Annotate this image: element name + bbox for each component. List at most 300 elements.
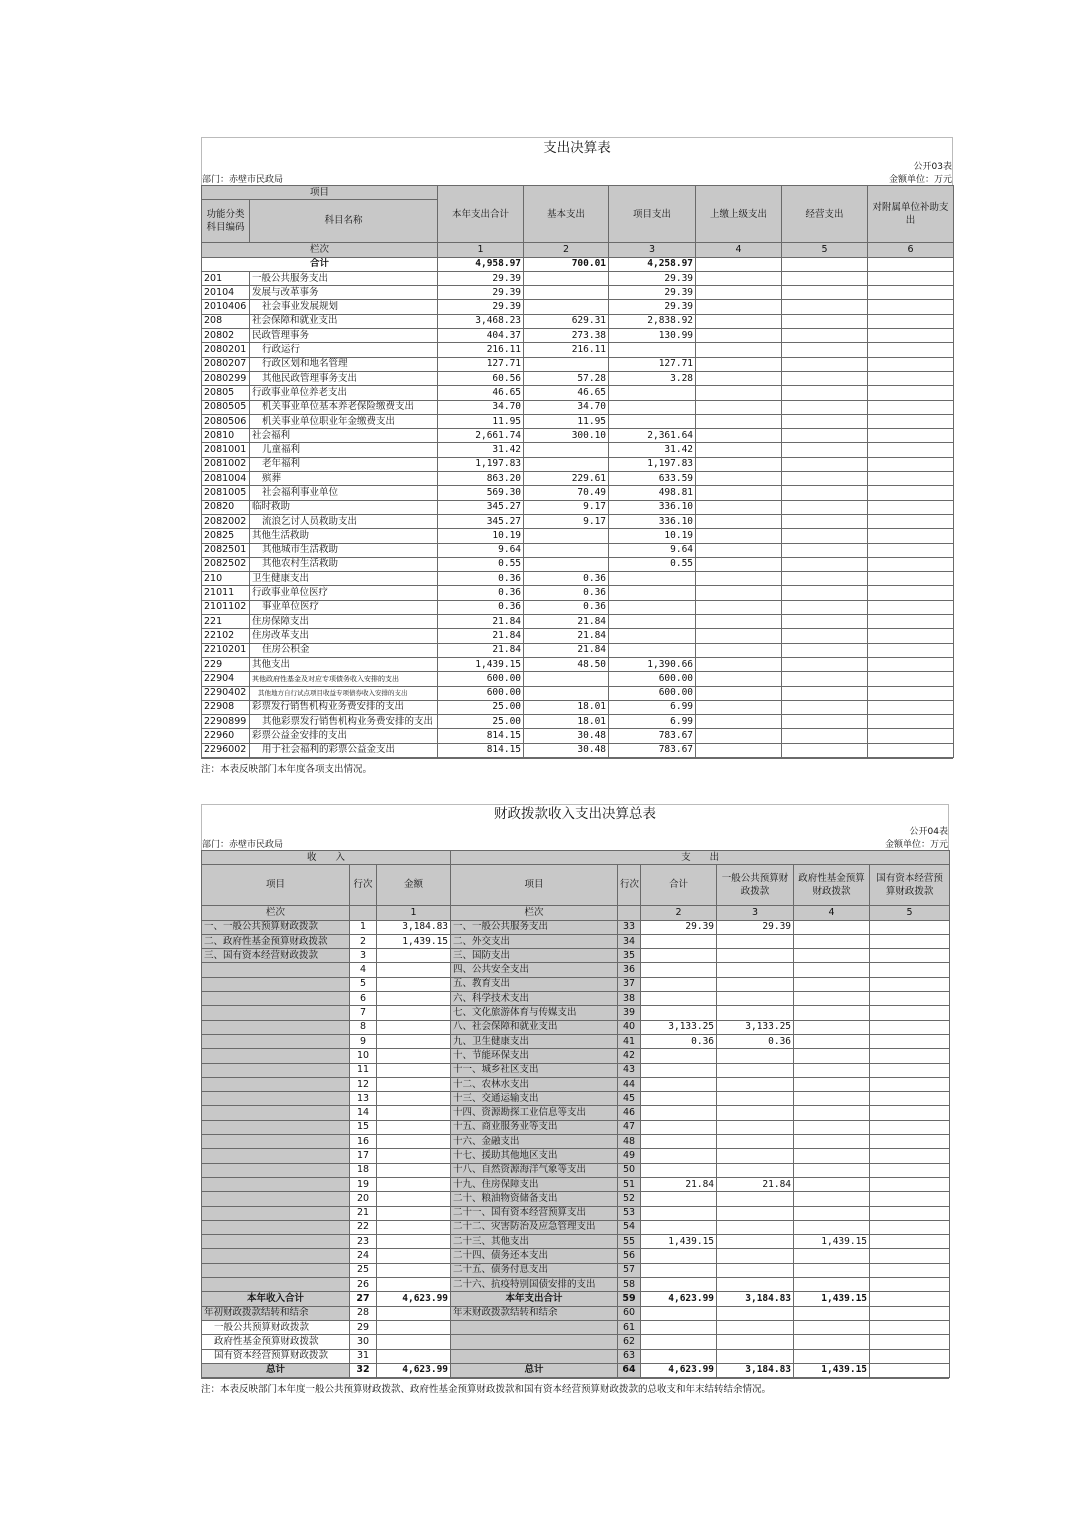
t3-v3: 10.19 <box>609 529 696 543</box>
t4-out-gen <box>717 1063 794 1077</box>
t3-code: 2210201 <box>202 643 250 657</box>
t4-in-item: 政府性基金预算财政拨款 <box>202 1335 350 1349</box>
t3-v5 <box>782 586 868 600</box>
t3-v1: 0.55 <box>438 557 524 571</box>
t4-out-gen <box>717 1135 794 1149</box>
t4-out-item: 五、教育支出 <box>451 977 618 991</box>
t4-in-line: 15 <box>350 1120 377 1134</box>
t4-out-gov <box>794 1349 870 1363</box>
t4-in-item <box>202 1135 350 1149</box>
t4-row <box>202 1063 950 1077</box>
t3-v3 <box>609 400 696 414</box>
t3-v3: 1,390.66 <box>609 657 696 671</box>
t3-row <box>202 615 954 629</box>
t4-out-line: 62 <box>618 1335 641 1349</box>
t4-in-line: 1 <box>350 920 377 934</box>
t4-out-line: 51 <box>618 1177 641 1191</box>
t3-name: 机关事业单位职业年金缴费支出 <box>250 414 438 428</box>
t4-row <box>202 949 950 963</box>
t4-in-item: 三、国有资本经营财政拨款 <box>202 949 350 963</box>
t3-code: 2010406 <box>202 300 250 314</box>
t3-v1: 0.36 <box>438 586 524 600</box>
t3-code: 2082502 <box>202 557 250 571</box>
t4-out-item: 年末财政拨款结转和结余 <box>451 1306 618 1320</box>
t3-total-v1: 4,958.97 <box>438 257 524 271</box>
t3-v4 <box>696 500 782 514</box>
t3-v6 <box>868 572 954 586</box>
t4-form-no: 公开04表 <box>909 827 948 837</box>
t4-out-gov <box>794 977 870 991</box>
t3-v4 <box>696 457 782 471</box>
t3-v6 <box>868 615 954 629</box>
t3-col-4: 上缴上级支出 <box>696 186 782 243</box>
t4-out-total <box>641 1192 717 1206</box>
t4-h-lanci: 栏次 <box>202 906 350 920</box>
t3-row <box>202 514 954 528</box>
t4-in-amount <box>377 1149 451 1163</box>
t4-out-state <box>870 1149 950 1163</box>
t3-v6 <box>868 472 954 486</box>
t4-out-gen <box>717 1092 794 1106</box>
t4-in-amount <box>377 977 451 991</box>
t3-name: 彩票发行销售机构业务费安排的支出 <box>250 700 438 714</box>
t3-col-2: 基本支出 <box>524 186 609 243</box>
fiscal-appropriation-summary <box>201 804 949 1395</box>
t3-v3: 2,361.64 <box>609 429 696 443</box>
t3-v1: 2,661.74 <box>438 429 524 443</box>
t4-out-gen <box>717 1235 794 1249</box>
t3-row <box>202 557 954 571</box>
t3-v2 <box>524 557 609 571</box>
t3-col-3: 项目支出 <box>609 186 696 243</box>
t4-out-gov <box>794 1306 870 1320</box>
t3-code: 2080506 <box>202 414 250 428</box>
t4-in-line: 25 <box>350 1263 377 1277</box>
t4-out-gen <box>717 1149 794 1163</box>
t4-in-line: 31 <box>350 1349 377 1363</box>
t4-out-line: 56 <box>618 1249 641 1263</box>
t3-v1: 46.65 <box>438 386 524 400</box>
t4-out-item: 十三、交通运输支出 <box>451 1092 618 1106</box>
t4-out-item: 九、卫生健康支出 <box>451 1034 618 1048</box>
t3-v1: 1,439.15 <box>438 657 524 671</box>
t3-v1: 34.70 <box>438 400 524 414</box>
t4-out-gen <box>717 1220 794 1234</box>
t3-v6 <box>868 729 954 743</box>
t4-in-item <box>202 963 350 977</box>
t4-out-item: 二十、粮油物资储备支出 <box>451 1192 618 1206</box>
t3-name: 其他城市生活救助 <box>250 543 438 557</box>
t3-code: 20805 <box>202 386 250 400</box>
t3-v6 <box>868 314 954 328</box>
t3-v4 <box>696 529 782 543</box>
t3-v6 <box>868 514 954 528</box>
t4-in-line: 16 <box>350 1135 377 1149</box>
t4-out-item: 十一、城乡社区支出 <box>451 1063 618 1077</box>
t3-v4 <box>696 271 782 285</box>
t3-v1: 29.39 <box>438 286 524 300</box>
t3-v1: 569.30 <box>438 486 524 500</box>
t4-out-gen <box>717 1306 794 1320</box>
t3-code: 20820 <box>202 500 250 514</box>
t4-out-state <box>870 934 950 948</box>
t4-in-line: 11 <box>350 1063 377 1077</box>
t3-v5 <box>782 672 868 686</box>
t4-out-item <box>451 1320 618 1334</box>
t3-v6 <box>868 657 954 671</box>
t3-h-item: 项目 <box>202 186 438 200</box>
t4-colnum: 2 <box>641 906 717 920</box>
t3-row <box>202 600 954 614</box>
t4-out-state <box>870 1335 950 1349</box>
t3-v4 <box>696 686 782 700</box>
t4-out-gov <box>794 992 870 1006</box>
t4-h-item-in: 项目 <box>202 865 350 906</box>
t3-v5 <box>782 486 868 500</box>
t3-v6 <box>868 443 954 457</box>
t3-name: 殡葬 <box>250 472 438 486</box>
t4-in-item <box>202 1092 350 1106</box>
t3-name: 机关事业单位基本养老保险缴费支出 <box>250 400 438 414</box>
t4-out-total <box>641 1163 717 1177</box>
t3-v5 <box>782 443 868 457</box>
t4-in-line: 3 <box>350 949 377 963</box>
t3-row <box>202 500 954 514</box>
t3-v5 <box>782 743 868 757</box>
t3-v1: 127.71 <box>438 357 524 371</box>
t4-out-state <box>870 1220 950 1234</box>
t4-out-gen: 3,133.25 <box>717 1020 794 1034</box>
t3-code: 2080299 <box>202 371 250 385</box>
t3-v3: 336.10 <box>609 514 696 528</box>
t4-out-state <box>870 1263 950 1277</box>
t4-in-amount <box>377 1120 451 1134</box>
t4-out-item: 二、外交支出 <box>451 934 618 948</box>
t3-v2: 70.49 <box>524 486 609 500</box>
t3-v6 <box>868 414 954 428</box>
t3-v2: 46.65 <box>524 386 609 400</box>
t4-h-line-in: 行次 <box>350 865 377 906</box>
t4-in-amount <box>377 1135 451 1149</box>
t3-code: 20825 <box>202 529 250 543</box>
t4-out-item: 二十五、债务付息支出 <box>451 1263 618 1277</box>
t3-col-6: 对附属单位补助支出 <box>868 186 954 243</box>
t3-name: 老年福利 <box>250 457 438 471</box>
t3-row <box>202 329 954 343</box>
t3-v4 <box>696 300 782 314</box>
t4-out-item: 总计 <box>451 1363 618 1377</box>
t3-name: 民政管理事务 <box>250 329 438 343</box>
t4-out-gov <box>794 1006 870 1020</box>
t3-col-1: 本年支出合计 <box>438 186 524 243</box>
t3-colnum: 4 <box>696 243 782 257</box>
t3-v2 <box>524 672 609 686</box>
t4-in-item <box>202 1220 350 1234</box>
t4-row <box>202 920 950 934</box>
t3-code: 22908 <box>202 700 250 714</box>
t3-v6 <box>868 586 954 600</box>
t3-v4 <box>696 600 782 614</box>
t4-row <box>202 1092 950 1106</box>
t3-v5 <box>782 529 868 543</box>
t3-code: 229 <box>202 657 250 671</box>
t3-code: 20810 <box>202 429 250 443</box>
t4-year-total-row <box>202 1292 950 1306</box>
t4-in-amount <box>377 1192 451 1206</box>
t3-name: 彩票公益金安排的支出 <box>250 729 438 743</box>
t4-h-lanci: 栏次 <box>451 906 618 920</box>
t3-code: 2081004 <box>202 472 250 486</box>
t3-v1: 10.19 <box>438 529 524 543</box>
t3-v2: 18.01 <box>524 715 609 729</box>
t3-v2 <box>524 357 609 371</box>
t4-out-line: 53 <box>618 1206 641 1220</box>
t4-out-item: 本年支出合计 <box>451 1292 618 1306</box>
t4-in-line: 19 <box>350 1177 377 1191</box>
t4-out-gov <box>794 920 870 934</box>
t4-out-total <box>641 1006 717 1020</box>
t4-in-amount <box>377 1320 451 1334</box>
t3-row <box>202 672 954 686</box>
t3-v3 <box>609 600 696 614</box>
t4-row <box>202 1135 950 1149</box>
t3-colnum: 6 <box>868 243 954 257</box>
t4-out-state <box>870 1163 950 1177</box>
t3-v6 <box>868 429 954 443</box>
t4-out-total <box>641 992 717 1006</box>
t4-out-item: 十七、援助其他地区支出 <box>451 1149 618 1163</box>
t3-colnum: 3 <box>609 243 696 257</box>
t3-code: 2081001 <box>202 443 250 457</box>
t3-code: 2296002 <box>202 743 250 757</box>
t3-v4 <box>696 715 782 729</box>
t4-out-gov <box>794 1278 870 1292</box>
t3-name: 一般公共服务支出 <box>250 271 438 285</box>
t3-unit: 金额单位：万元 <box>888 175 952 185</box>
t4-in-line: 5 <box>350 977 377 991</box>
t3-v4 <box>696 443 782 457</box>
t4-out-gov <box>794 1163 870 1177</box>
t4-in-item <box>202 1235 350 1249</box>
t4-out-total <box>641 1049 717 1063</box>
t4-row <box>202 1149 950 1163</box>
t4-out-line: 52 <box>618 1192 641 1206</box>
t4-in-item <box>202 1049 350 1063</box>
t4-in-item <box>202 1020 350 1034</box>
t4-out-state <box>870 963 950 977</box>
t4-in-amount: 4,623.99 <box>377 1292 451 1306</box>
t4-out-gov <box>794 949 870 963</box>
t4-in-line: 4 <box>350 963 377 977</box>
t4-in-amount <box>377 1049 451 1063</box>
t3-row <box>202 314 954 328</box>
t4-row <box>202 1034 950 1048</box>
t4-out-state <box>870 1278 950 1292</box>
t4-in-amount <box>377 1349 451 1363</box>
t3-v1: 11.95 <box>438 414 524 428</box>
t3-v6 <box>868 271 954 285</box>
t3-h-lanci: 栏次 <box>202 243 438 257</box>
t4-out-state <box>870 1106 950 1120</box>
t3-v2: 9.17 <box>524 514 609 528</box>
t3-v5 <box>782 543 868 557</box>
t4-out-gen <box>717 949 794 963</box>
t3-v5 <box>782 643 868 657</box>
t3-v5 <box>782 615 868 629</box>
t3-v4 <box>696 486 782 500</box>
t4-out-item: 十五、商业服务业等支出 <box>451 1120 618 1134</box>
t4-in-item <box>202 1163 350 1177</box>
t3-code: 2081002 <box>202 457 250 471</box>
t3-v3: 127.71 <box>609 357 696 371</box>
t4-out-gen <box>717 1163 794 1177</box>
t4-out-gov <box>794 1220 870 1234</box>
t3-v1: 3,468.23 <box>438 314 524 328</box>
t4-row <box>202 1020 950 1034</box>
t4-note: 注：本表反映部门本年度一般公共预算财政拨款、政府性基金预算财政拨款和国有资本经营预算财政拨款的总收支和年末结转结余情况。 <box>201 1378 949 1395</box>
t4-out-gov <box>794 1206 870 1220</box>
t4-in-item: 国有资本经营预算财政拨款 <box>202 1349 350 1363</box>
t4-in-line: 8 <box>350 1020 377 1034</box>
t3-row <box>202 414 954 428</box>
t3-v2: 9.17 <box>524 500 609 514</box>
t4-out-state <box>870 1363 950 1377</box>
t4-out-total: 21.84 <box>641 1177 717 1191</box>
t3-h-code: 功能分类科目编码 <box>202 200 250 243</box>
t3-name: 行政事业单位医疗 <box>250 586 438 600</box>
t3-v2: 48.50 <box>524 657 609 671</box>
t4-in-line: 9 <box>350 1034 377 1048</box>
t3-v3: 29.39 <box>609 286 696 300</box>
t3-v1: 25.00 <box>438 700 524 714</box>
t3-v6 <box>868 715 954 729</box>
t3-row <box>202 357 954 371</box>
t3-v5 <box>782 329 868 343</box>
t4-out-gov <box>794 1077 870 1091</box>
t4-out-gen <box>717 1006 794 1020</box>
t4-out-item: 一、一般公共服务支出 <box>451 920 618 934</box>
t4-in-amount <box>377 992 451 1006</box>
t3-v5 <box>782 657 868 671</box>
t4-out-gen <box>717 992 794 1006</box>
t3-v2: 30.48 <box>524 743 609 757</box>
t4-h-total: 合计 <box>641 865 717 906</box>
t3-v4 <box>696 371 782 385</box>
t4-out-gen <box>717 1120 794 1134</box>
t4-out-item: 八、社会保障和就业支出 <box>451 1020 618 1034</box>
t4-in-amount <box>377 1163 451 1177</box>
t3-total-label: 合计 <box>202 257 438 271</box>
t3-v2 <box>524 271 609 285</box>
t3-v3: 783.67 <box>609 729 696 743</box>
t4-out-line: 59 <box>618 1292 641 1306</box>
t4-row <box>202 1263 950 1277</box>
t3-v4 <box>696 543 782 557</box>
t4-row <box>202 1006 950 1020</box>
t4-out-line: 60 <box>618 1306 641 1320</box>
t3-code: 2081005 <box>202 486 250 500</box>
t4-out-item: 二十二、灾害防治及应急管理支出 <box>451 1220 618 1234</box>
t3-v2: 229.61 <box>524 472 609 486</box>
t4-out-state <box>870 1306 950 1320</box>
t3-v5 <box>782 729 868 743</box>
t3-v6 <box>868 543 954 557</box>
t4-out-total <box>641 1349 717 1363</box>
t3-v2 <box>524 300 609 314</box>
t4-in-line: 28 <box>350 1306 377 1320</box>
t4-out-item: 十六、金融支出 <box>451 1135 618 1149</box>
t3-v1: 31.42 <box>438 443 524 457</box>
t3-v5 <box>782 686 868 700</box>
t4-in-amount <box>377 1092 451 1106</box>
t3-row <box>202 286 954 300</box>
t4-out-line: 42 <box>618 1049 641 1063</box>
t4-in-item <box>202 1192 350 1206</box>
t4-out-item: 二十三、其他支出 <box>451 1235 618 1249</box>
t3-v5 <box>782 600 868 614</box>
t3-v3: 633.59 <box>609 472 696 486</box>
t3-code: 21011 <box>202 586 250 600</box>
t3-v2: 0.36 <box>524 586 609 600</box>
t4-out-gov <box>794 1263 870 1277</box>
t4-in-line: 23 <box>350 1235 377 1249</box>
t3-row <box>202 715 954 729</box>
t4-out-state <box>870 1020 950 1034</box>
t4-out-gov <box>794 934 870 948</box>
t3-v6 <box>868 743 954 757</box>
t4-out-item: 二十六、抗疫特别国债安排的支出 <box>451 1278 618 1292</box>
t3-v2 <box>524 529 609 543</box>
t3-v4 <box>696 572 782 586</box>
t3-v6 <box>868 629 954 643</box>
t4-row <box>202 1177 950 1191</box>
t4-out-gen <box>717 1049 794 1063</box>
t4-out-item: 十二、农林水支出 <box>451 1077 618 1091</box>
t3-v4 <box>696 429 782 443</box>
t4-row <box>202 963 950 977</box>
t3-total-v3: 4,258.97 <box>609 257 696 271</box>
t4-out-total: 4,623.99 <box>641 1363 717 1377</box>
t3-v1: 29.39 <box>438 271 524 285</box>
t3-v2: 21.84 <box>524 629 609 643</box>
t4-carry-row <box>202 1335 950 1349</box>
t3-v3: 29.39 <box>609 300 696 314</box>
t4-out-state <box>870 1092 950 1106</box>
t3-name: 流浪乞讨人员救助支出 <box>250 514 438 528</box>
t4-title: 财政拨款收入支出决算总表 <box>201 804 949 824</box>
t3-row <box>202 400 954 414</box>
t3-table <box>201 185 954 758</box>
t4-h-state: 国有资本经营预算财政拨款 <box>870 865 950 906</box>
t4-in-line: 2 <box>350 934 377 948</box>
t3-v1: 600.00 <box>438 686 524 700</box>
t4-out-total <box>641 1206 717 1220</box>
t3-v3 <box>609 643 696 657</box>
t4-out-total <box>641 1092 717 1106</box>
t4-row <box>202 1077 950 1091</box>
t3-code: 22904 <box>202 672 250 686</box>
t3-v4 <box>696 557 782 571</box>
t3-name: 其他民政管理事务支出 <box>250 371 438 385</box>
t4-in-line: 13 <box>350 1092 377 1106</box>
t4-out-state <box>870 1192 950 1206</box>
t3-code: 201 <box>202 271 250 285</box>
t4-out-state <box>870 1235 950 1249</box>
t3-v1: 345.27 <box>438 514 524 528</box>
t4-in-line: 26 <box>350 1278 377 1292</box>
t4-out-gen <box>717 1106 794 1120</box>
t4-out-total: 0.36 <box>641 1034 717 1048</box>
